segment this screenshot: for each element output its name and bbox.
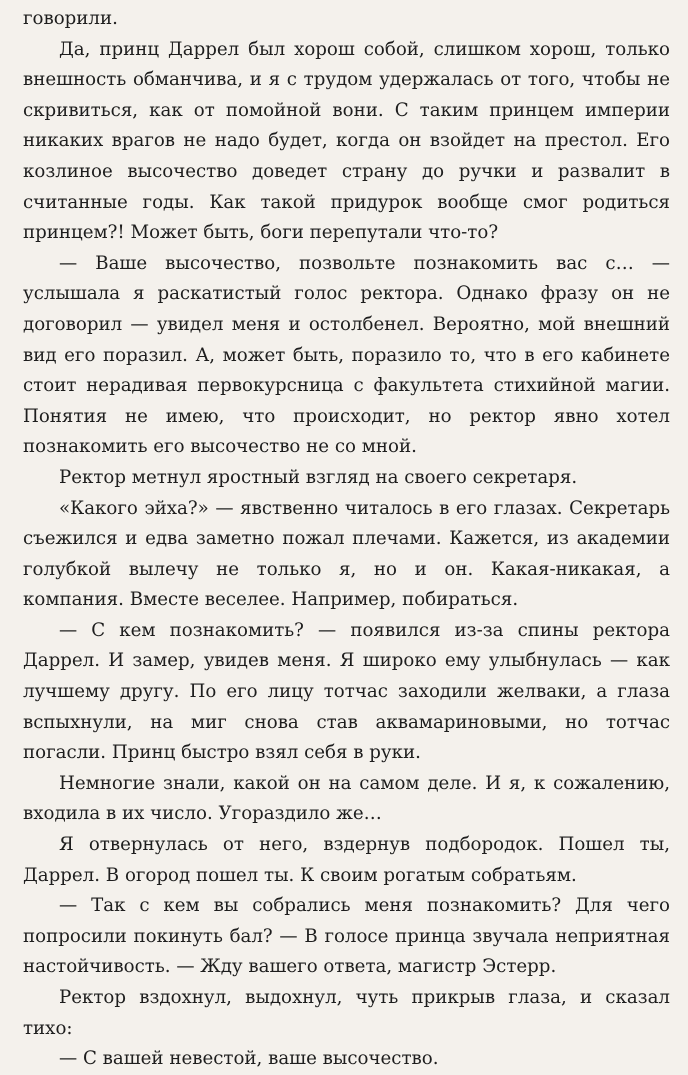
paragraph: — С кем познакомить? — появился из-за спины ректора Даррел. И замер, увидев меня. Я широко ему улыбнулась — как лучшему другу. По его лицу тотчас заходили желваки, а глаза вспыхнули, на миг снова став аквамариновыми, но тотчас погасли. Принц быстро взял себя в руки. [23, 619, 670, 764]
paragraph: Я отвернулась от него, вздернув подбородок. Пошел ты, Даррел. В огород пошел ты. К своим рогатым собратьям. [23, 834, 670, 886]
paragraph-continuation: говорили. [23, 8, 118, 29]
paragraph: Да, принц Даррел был хорош собой, слишком хорош, только внешность обманчива, и я с трудом удержалась от того, чтобы не скривиться, как от помойной вони. С таким принцем империи никаких врагов не надо будет, когда он взойдет на престол. Его козлиное высочество доведет страну до ручки и развалит в считанные годы. Как такой придурок вообще смог родиться принцем?! Может быть, боги перепутали что-то? [23, 38, 670, 244]
paragraph: Ректор вздохнул, выдохнул, чуть прикрыв глаза, и сказал тихо: [23, 987, 670, 1039]
paragraph: Ректор метнул яростный взгляд на своего секретаря. [59, 466, 578, 488]
paragraph: Немногие знали, какой он на самом деле. И я, к сожалению, входила в их число. Угораздило же… [23, 772, 670, 825]
paragraph: «Какого эйха?» — явственно читалось в его глазах. Секретарь съежился и едва заметно пожал плечами. Кажется, из академии голубкой вылечу не только я, но и он. Какая-никакая, а компания. Вместе веселее. Например, побираться. [23, 497, 670, 611]
paragraph: — Так с кем вы собрались меня познакомить? Для чего попросили покинуть бал? — В голосе принца звучала неприятная настойчивость. — Жду вашего ответа, магистр Эстерр. [23, 895, 670, 978]
paragraph: — Ваше высочество, позвольте познакомить вас с… — услышала я раскатистый голос ректора. Однако фразу он не договорил — увидел меня и остолбенел. Вероятно, мой внешний вид его поразил. А, может быть, поразило то, что в его кабинете стоит нерадивая первокурсница с факультета стихийной магии. Понятия не имею, что происходит, но ректор явно хотел познакомить его высочество не со мной. [23, 252, 670, 458]
paragraph: — С вашей невестой, ваше высочество. [59, 1048, 439, 1070]
